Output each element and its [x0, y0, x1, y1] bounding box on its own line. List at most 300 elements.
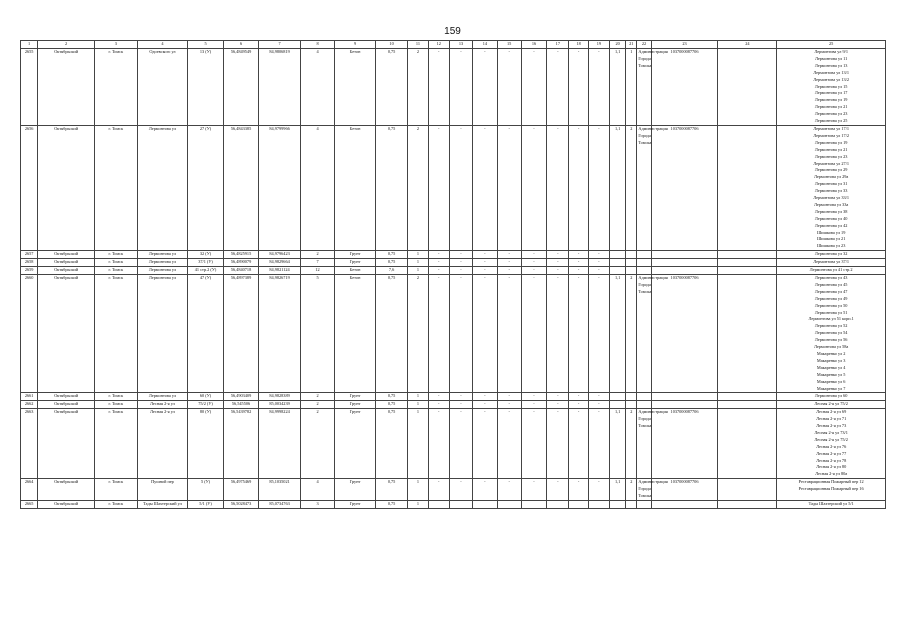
- table-cell: -: [428, 259, 449, 267]
- address-item: Лермонтова ул 45: [814, 281, 848, 287]
- table-cell: -: [569, 259, 588, 267]
- table-cell: [718, 267, 777, 275]
- table-cell: Октябрьский: [38, 125, 95, 250]
- table-cell: 84,9796423: [259, 251, 301, 259]
- table-cell: 2: [408, 49, 428, 126]
- table-cell: -: [569, 275, 588, 393]
- address-item: Макаренко ул 5: [816, 371, 846, 377]
- table-cell: г. Томск: [95, 267, 138, 275]
- table-cell: 84,9998224: [259, 409, 301, 479]
- address-item: Лермонтова ул 27/1: [813, 160, 850, 166]
- table-cell: 2665: [21, 501, 38, 509]
- table-cell: -: [521, 125, 546, 250]
- table-cell: 80 (У): [188, 409, 223, 479]
- table-cell: 85,0734763: [259, 501, 301, 509]
- table-cell: [473, 501, 497, 509]
- table-cell: -: [521, 259, 546, 267]
- table-cell: 2: [408, 275, 428, 393]
- table-cell: -: [521, 393, 546, 401]
- address-list-cell: [777, 267, 886, 275]
- table-cell: -: [473, 275, 497, 393]
- table-cell: 5: [300, 275, 334, 393]
- table-cell: 5 (У): [188, 479, 223, 501]
- column-header: 6: [223, 41, 258, 49]
- table-cell: [497, 501, 521, 509]
- address-item: Лермонтова ул 25: [814, 118, 848, 124]
- table-cell: 75/2 (У): [188, 401, 223, 409]
- table-cell: -: [588, 259, 609, 267]
- table-cell: -: [497, 393, 521, 401]
- table-cell: 1,1: [610, 125, 626, 250]
- address-item: Лермонтова ул 11: [815, 55, 848, 61]
- address-item: Лермонтова ул 33/1: [813, 195, 850, 201]
- table-cell: 2660: [21, 275, 38, 393]
- table-cell: 60 (У): [188, 393, 223, 401]
- table-cell: Октябрьский: [38, 259, 95, 267]
- table-cell: -: [547, 259, 569, 267]
- table-cell: -: [449, 275, 472, 393]
- table-cell: 2661: [21, 393, 38, 401]
- table-cell: 2: [626, 275, 637, 393]
- table-cell: -: [521, 409, 546, 479]
- table-cell: -: [588, 401, 609, 409]
- table-cell: -: [588, 479, 609, 501]
- address-item: Макаренко ул 3: [816, 357, 846, 363]
- address-item: Лермонтова ул 33: [814, 188, 848, 194]
- table-body: [21, 49, 886, 509]
- address-list-cell: [777, 501, 886, 509]
- address-item: Лермонтова ул 29: [814, 167, 848, 173]
- address-item: Реставрационная Пожарный пер 16: [798, 486, 864, 492]
- table-cell: -: [588, 409, 609, 479]
- address-item: Лермонтова ул 40: [814, 215, 848, 221]
- table-cell: [637, 501, 651, 509]
- table-cell: -: [497, 409, 521, 479]
- column-header: 25: [777, 41, 886, 49]
- table-cell: -: [449, 49, 472, 126]
- table-cell: -: [569, 409, 588, 479]
- table-cell: 2: [626, 125, 637, 250]
- table-cell: [718, 125, 777, 250]
- column-header: 3: [95, 41, 138, 49]
- address-item: Лермонтова ул 21: [814, 104, 848, 110]
- column-header: 5: [188, 41, 223, 49]
- table-cell: -: [588, 49, 609, 126]
- table-cell: 1,1: [610, 479, 626, 501]
- table-cell: 56,4897389: [223, 275, 258, 393]
- table-cell: 47 (У): [188, 275, 223, 393]
- table-cell: 2: [626, 479, 637, 501]
- table-cell: Октябрьский: [38, 479, 95, 501]
- table-cell: [718, 275, 777, 393]
- table-cell: 0,75: [375, 393, 407, 401]
- table-cell: [718, 393, 777, 401]
- column-header: 10: [375, 41, 407, 49]
- column-header: 4: [137, 41, 188, 49]
- table-cell: 56,4840718: [223, 267, 258, 275]
- table-row: [21, 401, 886, 409]
- address-item: Лермонтова ул 49: [814, 295, 848, 301]
- table-cell: [651, 401, 718, 409]
- table-cell: 85,1035021: [259, 479, 301, 501]
- table-cell: 4: [300, 125, 334, 250]
- table-cell: -: [569, 479, 588, 501]
- address-list-cell: [777, 409, 886, 479]
- table-row: [21, 393, 886, 401]
- table-cell: [626, 393, 637, 401]
- table-cell: Октябрьский: [38, 409, 95, 479]
- address-item: Макаренко ул 7: [816, 385, 846, 391]
- table-cell: 2662: [21, 401, 38, 409]
- address-list-cell: [777, 401, 886, 409]
- table-cell: -: [473, 251, 497, 259]
- table-cell: 1,1: [610, 275, 626, 393]
- address-list-cell: [777, 125, 886, 250]
- table-cell: 12: [300, 267, 334, 275]
- table-cell: -: [497, 251, 521, 259]
- address-item: Макаренко ул 4: [816, 364, 846, 370]
- table-cell: Бетон: [335, 275, 376, 393]
- table-cell: 2664: [21, 479, 38, 501]
- address-item: Шишкова ул 21: [816, 236, 846, 242]
- table-row: [21, 501, 886, 509]
- table-cell: Октябрьский: [38, 401, 95, 409]
- address-item: Лесная 2-я ул 75/2: [814, 436, 848, 442]
- table-cell: 0,75: [375, 251, 407, 259]
- table-cell: Октябрьский: [38, 267, 95, 275]
- table-cell: г. Томск: [95, 259, 138, 267]
- table-cell: 1037000087706: [651, 479, 718, 501]
- address-item: Лермонтова ул 51: [814, 309, 848, 315]
- table-cell: -: [449, 267, 472, 275]
- table-cell: 2663: [21, 409, 38, 479]
- table-cell: [637, 393, 651, 401]
- address-item: Макаренко ул 6: [816, 378, 846, 384]
- table-row: [21, 409, 886, 479]
- table-cell: г. Томск: [95, 49, 138, 126]
- table-cell: -: [547, 275, 569, 393]
- table-cell: -: [547, 251, 569, 259]
- table-cell: 84,9826719: [259, 275, 301, 393]
- table-cell: 4: [300, 49, 334, 126]
- table-cell: 56,4825915: [223, 251, 258, 259]
- address-item: Лермонтова ул 19: [814, 97, 848, 103]
- address-item: Шишкова ул 23: [816, 243, 846, 249]
- table-cell: -: [497, 49, 521, 126]
- table-cell: [651, 501, 718, 509]
- table-cell: -: [473, 267, 497, 275]
- table-cell: -: [497, 125, 521, 250]
- table-cell: -: [497, 267, 521, 275]
- address-item: Лесная 2-я ул 76: [816, 443, 847, 449]
- table-cell: 0,75: [375, 479, 407, 501]
- table-cell: Бетон: [335, 49, 376, 126]
- table-cell: [569, 501, 588, 509]
- table-cell: -: [588, 251, 609, 259]
- address-item: Лермонтова ул 37/1: [813, 259, 850, 265]
- table-cell: Администрация Города Томска: [637, 275, 651, 393]
- page-number: 159: [444, 26, 461, 37]
- address-item: Лермонтова ул 13/2: [813, 76, 850, 82]
- table-cell: 1037000087706: [651, 49, 718, 126]
- table-cell: 0,75: [375, 259, 407, 267]
- table-cell: -: [569, 267, 588, 275]
- table-cell: -: [521, 479, 546, 501]
- table-cell: 2655: [21, 49, 38, 126]
- address-item: Лермонтова ул 32: [814, 251, 848, 257]
- table-cell: Октябрьский: [38, 393, 95, 401]
- table-cell: [651, 259, 718, 267]
- table-cell: Администрация Города Томска: [637, 409, 651, 479]
- address-item: Лермонтова ул 13: [814, 62, 848, 68]
- table-cell: 2: [300, 393, 334, 401]
- address-item: Лермонтова ул 23: [814, 111, 848, 117]
- address-item: Лермонтова ул 33а: [813, 201, 849, 207]
- header-row: [21, 41, 886, 49]
- table-cell: 37/1 (У): [188, 259, 223, 267]
- table-cell: -: [547, 267, 569, 275]
- table-cell: -: [497, 259, 521, 267]
- table-cell: [637, 259, 651, 267]
- address-item: Шишкова ул 19: [816, 229, 846, 235]
- address-item: Лермонтова ул 50: [814, 302, 848, 308]
- table-cell: -: [497, 479, 521, 501]
- table-cell: г. Томск: [95, 251, 138, 259]
- table-cell: -: [428, 49, 449, 126]
- address-item: Лермонтова ул 31: [814, 181, 848, 187]
- table-cell: Грунт: [335, 259, 376, 267]
- table-cell: Октябрьский: [38, 275, 95, 393]
- table-cell: 0,75: [375, 275, 407, 393]
- address-item: Реставрационная Пожарный пер 12: [798, 479, 864, 485]
- table-cell: -: [473, 479, 497, 501]
- address-item: Лесная 2-я ул 75/2: [814, 401, 848, 407]
- table-cell: Бетон: [335, 267, 376, 275]
- address-item: Лермонтова ул 47: [814, 288, 848, 294]
- table-cell: Грунт: [335, 409, 376, 479]
- column-header: 12: [428, 41, 449, 49]
- address-item: Лермонтова ул 17/1: [813, 125, 850, 131]
- table-cell: [610, 259, 626, 267]
- table-cell: 84,9799966: [259, 125, 301, 250]
- table-cell: 84,9821124: [259, 267, 301, 275]
- table-cell: 2: [300, 401, 334, 409]
- table-cell: 2: [300, 251, 334, 259]
- table-cell: Грунт: [335, 501, 376, 509]
- table-cell: 0,75: [375, 409, 407, 479]
- table-cell: -: [588, 267, 609, 275]
- table-cell: -: [449, 479, 472, 501]
- table-cell: 27 (У): [188, 125, 223, 250]
- table-cell: Одоевского ул: [137, 49, 188, 126]
- table-cell: -: [588, 275, 609, 393]
- address-item: Лесная 2-я ул 80: [816, 464, 847, 470]
- table-cell: 0,75: [375, 49, 407, 126]
- table-cell: -: [449, 259, 472, 267]
- table-cell: Лермонтова ул: [137, 275, 188, 393]
- table-cell: Администрация Города Томска: [637, 49, 651, 126]
- table-cell: -: [473, 393, 497, 401]
- address-list-cell: [777, 259, 886, 267]
- table-cell: -: [428, 479, 449, 501]
- column-header: 2: [38, 41, 95, 49]
- table-cell: Тады Шахтерский ул: [137, 501, 188, 509]
- table-cell: Администрация Города Томска: [637, 125, 651, 250]
- table-cell: [428, 501, 449, 509]
- column-header: 18: [569, 41, 588, 49]
- table-cell: 84,9806819: [259, 49, 301, 126]
- table-cell: [651, 393, 718, 401]
- address-item: Лермонтова ул 38: [814, 208, 848, 214]
- table-cell: 2: [408, 125, 428, 250]
- table-cell: [610, 267, 626, 275]
- table-cell: Лермонтова ул: [137, 251, 188, 259]
- address-item: Лермонтова ул 29а: [813, 174, 849, 180]
- table-cell: -: [547, 49, 569, 126]
- address-item: Лермонтова ул 13/1: [813, 69, 850, 75]
- table-cell: 1037000087706: [651, 275, 718, 393]
- table-cell: [637, 251, 651, 259]
- table-cell: 1: [408, 251, 428, 259]
- table-cell: г. Томск: [95, 125, 138, 250]
- table-cell: -: [428, 251, 449, 259]
- address-item: Лермонтова ул 56: [814, 337, 848, 343]
- table-cell: 84,9828389: [259, 393, 301, 401]
- table-cell: 7: [300, 259, 334, 267]
- column-header: 20: [610, 41, 626, 49]
- table-cell: [718, 501, 777, 509]
- address-item: Лесная 2-я ул 71: [816, 416, 847, 422]
- address-item: Лермонтова ул 54: [814, 330, 848, 336]
- table-cell: 56,4890079: [223, 259, 258, 267]
- address-item: Лермонтова ул 41 стр.2: [809, 267, 853, 273]
- table-cell: 1: [408, 267, 428, 275]
- table-cell: 1: [408, 409, 428, 479]
- table-cell: [610, 501, 626, 509]
- table-cell: -: [521, 267, 546, 275]
- table-cell: 4: [300, 479, 334, 501]
- table-cell: 1037000087706: [651, 125, 718, 250]
- table-cell: Лермонтова ул: [137, 267, 188, 275]
- table-cell: г. Томск: [95, 275, 138, 393]
- table-cell: 0,75: [375, 401, 407, 409]
- column-header: 9: [335, 41, 376, 49]
- table-cell: -: [473, 259, 497, 267]
- table-cell: 84,9829664: [259, 259, 301, 267]
- table-cell: 56,4975469: [223, 479, 258, 501]
- table-cell: 0,75: [375, 125, 407, 250]
- table-cell: [651, 267, 718, 275]
- table-cell: -: [449, 125, 472, 250]
- table-cell: [637, 401, 651, 409]
- address-list-cell: [777, 479, 886, 501]
- table-row: [21, 125, 886, 250]
- address-item: Лермонтова ул 52: [814, 323, 848, 329]
- table-cell: [626, 259, 637, 267]
- table-cell: -: [428, 393, 449, 401]
- table-cell: 32 (У): [188, 251, 223, 259]
- table-cell: 7,6: [375, 267, 407, 275]
- table-cell: Лермонтова ул: [137, 259, 188, 267]
- table-cell: Октябрьский: [38, 251, 95, 259]
- address-item: Лермонтова ул 21: [814, 146, 848, 152]
- table-cell: -: [521, 49, 546, 126]
- table-cell: 2657: [21, 251, 38, 259]
- table-cell: 41 стр.2 (У): [188, 267, 223, 275]
- table-cell: 5/1 (У): [188, 501, 223, 509]
- table-cell: 56,545506: [223, 401, 258, 409]
- column-header: 23: [651, 41, 718, 49]
- table-cell: г. Томск: [95, 393, 138, 401]
- table-cell: [610, 251, 626, 259]
- column-header: 14: [473, 41, 497, 49]
- table-cell: [449, 501, 472, 509]
- table-cell: -: [569, 125, 588, 250]
- table-cell: Пушной пер: [137, 479, 188, 501]
- address-item: Макаренко ул 2: [816, 350, 846, 356]
- address-item: Лермонтова ул 17: [814, 90, 848, 96]
- table-cell: [718, 409, 777, 479]
- column-header: 21: [626, 41, 637, 49]
- table-row: [21, 259, 886, 267]
- table-cell: -: [428, 267, 449, 275]
- table-cell: [637, 267, 651, 275]
- address-list-cell: [777, 251, 886, 259]
- table-cell: Лесная 2-я ул: [137, 409, 188, 479]
- table-row: [21, 49, 886, 126]
- table-cell: -: [428, 409, 449, 479]
- table-cell: -: [569, 401, 588, 409]
- table-cell: Грунт: [335, 393, 376, 401]
- table-cell: Октябрьский: [38, 49, 95, 126]
- address-list-cell: [777, 393, 886, 401]
- table-cell: Октябрьский: [38, 501, 95, 509]
- table-cell: 1,1: [610, 49, 626, 126]
- column-header: 7: [259, 41, 301, 49]
- table-cell: Администрация Города Томска: [637, 479, 651, 501]
- table-cell: -: [521, 251, 546, 259]
- table-cell: г. Томск: [95, 401, 138, 409]
- column-header: 13: [449, 41, 472, 49]
- table-cell: [547, 501, 569, 509]
- table-cell: -: [547, 479, 569, 501]
- table-cell: -: [588, 125, 609, 250]
- table-cell: -: [569, 49, 588, 126]
- column-header: 19: [588, 41, 609, 49]
- table-cell: 1: [408, 259, 428, 267]
- table-cell: -: [569, 251, 588, 259]
- table-cell: [718, 401, 777, 409]
- table-cell: г. Томск: [95, 501, 138, 509]
- registry-table: [20, 40, 886, 509]
- address-list-cell: [777, 275, 886, 393]
- table-cell: Лесная 2-я ул: [137, 401, 188, 409]
- table-cell: [718, 259, 777, 267]
- column-header: 1: [21, 41, 38, 49]
- table-row: [21, 251, 886, 259]
- address-item: Лесная 2-я ул 78: [816, 457, 847, 463]
- address-item: Лесная 2-я ул 77: [816, 450, 847, 456]
- table-cell: 2659: [21, 267, 38, 275]
- table-cell: 56,5028473: [223, 501, 258, 509]
- table-cell: 0,75: [375, 501, 407, 509]
- table-cell: 1: [408, 393, 428, 401]
- table-row: [21, 479, 886, 501]
- table-cell: 56,4903409: [223, 393, 258, 401]
- table-cell: -: [449, 401, 472, 409]
- table-cell: -: [428, 125, 449, 250]
- column-header: 17: [547, 41, 569, 49]
